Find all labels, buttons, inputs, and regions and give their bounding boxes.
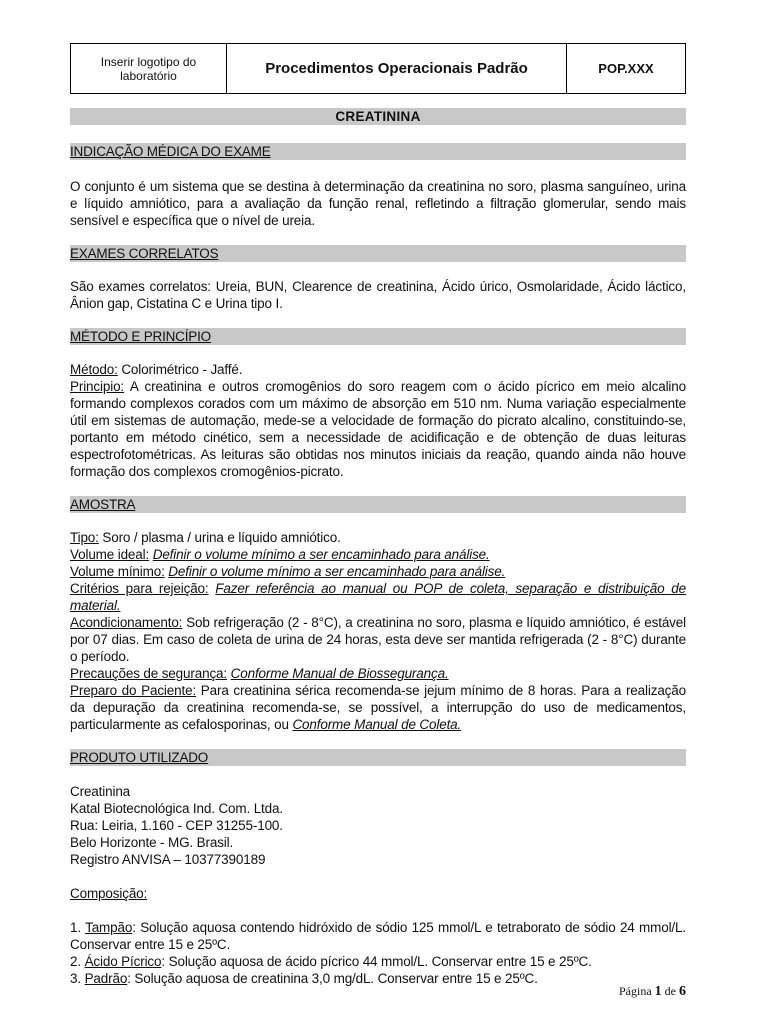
section-heading-amostra: AMOSTRA xyxy=(70,496,686,513)
item-number: 1. xyxy=(70,920,86,935)
volume-ideal-value: Definir o volume mínimo a ser encaminhado para análise. xyxy=(152,547,490,562)
section-heading-indicacao: INDICAÇÃO MÉDICA DO EXAME xyxy=(70,143,686,160)
page-number: 1 xyxy=(654,984,662,999)
item-label: Tampão xyxy=(85,920,133,935)
amostra-tipo xyxy=(70,529,686,546)
composicao-item xyxy=(70,953,686,970)
produto-line: Registro ANVISA – 10377390189 xyxy=(70,852,266,867)
acondicionamento-value: Sob refrigeração (2 - 8°C), a creatinina no soro, plasma e líquido amniótico, é estável por 07 dias. Em caso de coleta de urina de 24 horas, esta deve ser mantida refrigerada (2 - 8°C) durante o período. xyxy=(70,615,686,664)
doc-title: CREATININA xyxy=(70,108,686,125)
item-text: : Solução aquosa de creatinina 3,0 mg/dL. Conservar entre 15 e 25ºC. xyxy=(127,971,538,986)
section-heading-correlatos: EXAMES CORRELATOS xyxy=(70,245,686,262)
header-title: Procedimentos Operacionais Padrão xyxy=(227,44,567,93)
item-number: 3. xyxy=(70,971,85,986)
section-heading-produto: PRODUTO UTILIZADO xyxy=(70,749,686,766)
composicao-item xyxy=(70,970,686,987)
metodo-line xyxy=(70,361,686,378)
preparo-label: Preparo do Paciente: xyxy=(70,683,197,698)
correlatos-text: São exames correlatos: Ureia, BUN, Clearence de creatinina, Ácido úrico, Osmolaridade, Ácido láctico, Ânion gap, Cistatina C e Urina tipo I. xyxy=(70,279,686,311)
indicacao-text: O conjunto é um sistema que se destina à determinação da creatinina no soro, plasma sanguíneo, urina e líquido amniótico, para a avaliação da função renal, refletindo a filtração glomerular, sendo mais sensível e específica que o nível de ureia. xyxy=(70,179,686,228)
preparo-link: Conforme Manual de Coleta. xyxy=(292,717,462,732)
document-page xyxy=(70,43,686,987)
amostra-preparo xyxy=(70,682,686,733)
principio-value: A creatinina e outros cromogênios do soro reagem com o ácido pícrico em meio alcalino formando complexos corados com um máximo de absorção em 510 nm. Numa variação especialmente útil em sistemas de automação, mede-se a velocidade de formação do picrato alcalino, constituindo-se, portanto em método cinético, sem a necessidade de acidificação e de obtenção de duas leituras espectrofotométricas. As leituras são obtidas nos minutos iniciais da reação, quando ainda não houve formação dos complexos cromogênios-picrato. xyxy=(70,379,686,479)
item-number: 2. xyxy=(70,954,85,969)
acondicionamento-label: Acondicionamento: xyxy=(70,615,183,630)
composicao-heading xyxy=(70,885,686,902)
amostra-volume-ideal xyxy=(70,546,686,563)
criterios-label: Critérios para rejeição: xyxy=(70,581,209,596)
produto-line: Creatinina xyxy=(70,784,131,799)
criterios-value: Fazer referência ao manual ou POP de coleta, separação e distribuição de material. xyxy=(70,581,686,613)
header-table xyxy=(70,43,686,94)
header-code: POP.XXX xyxy=(598,61,654,76)
principio-label: Principio: xyxy=(70,379,125,394)
metodo-label: Método: xyxy=(70,362,118,377)
produto-line: Belo Horizonte - MG. Brasil. xyxy=(70,835,234,850)
composicao-label: Composição: xyxy=(70,886,148,901)
de-label: de xyxy=(664,984,676,998)
produto-line: Katal Biotecnológica Ind. Com. Ltda. xyxy=(70,801,283,816)
preparo-value: Para creatinina sérica recomenda-se jejum mínimo de 8 horas. Para a realização da depuração da creatinina recomenda-se, se possível, a interrupção do uso de medicamentos, particularmente as cefalosporinas, ou xyxy=(70,683,686,732)
volume-ideal-label: Volume ideal: xyxy=(70,547,150,562)
amostra-acondicionamento xyxy=(70,614,686,665)
produto-line: Rua: Leiria, 1.160 - CEP 31255-100. xyxy=(70,818,283,833)
amostra-precaucoes xyxy=(70,665,686,682)
precaucoes-value: Conforme Manual de Biossegurança. xyxy=(230,666,449,681)
item-label: Padrão xyxy=(84,971,128,986)
item-label: Ácido Pícrico xyxy=(84,954,162,969)
metodo-value: Colorimétrico - Jaffé. xyxy=(117,362,243,377)
volume-minimo-value: Definir o volume mínimo a ser encaminhado para análise. xyxy=(168,564,506,579)
tipo-label: Tipo: xyxy=(70,530,99,545)
precaucoes-label: Precauções de segurança: xyxy=(70,666,228,681)
item-text: : Solução aquosa contendo hidróxido de sódio 125 mmol/L e tetraborato de sódio 24 mmol/L. Conservar entre 15 e 25ºC. xyxy=(70,920,686,952)
composicao-item xyxy=(70,919,686,953)
section-heading-metodo: MÉTODO E PRINCÍPIO xyxy=(70,328,686,345)
item-text: : Solução aquosa de ácido pícrico 44 mmol/L. Conservar entre 15 e 25ºC. xyxy=(161,954,592,969)
principio-paragraph xyxy=(70,378,686,480)
tipo-value: Soro / plasma / urina e líquido amniótico. xyxy=(98,530,341,545)
page-total: 6 xyxy=(679,984,686,999)
amostra-criterios xyxy=(70,580,686,614)
logo-placeholder: Inserir logotipo do laboratório xyxy=(71,44,227,93)
page-footer xyxy=(619,984,686,1000)
amostra-volume-minimo xyxy=(70,563,686,580)
volume-minimo-label: Volume mínimo: xyxy=(70,564,165,579)
pagina-label: Página xyxy=(619,984,652,998)
